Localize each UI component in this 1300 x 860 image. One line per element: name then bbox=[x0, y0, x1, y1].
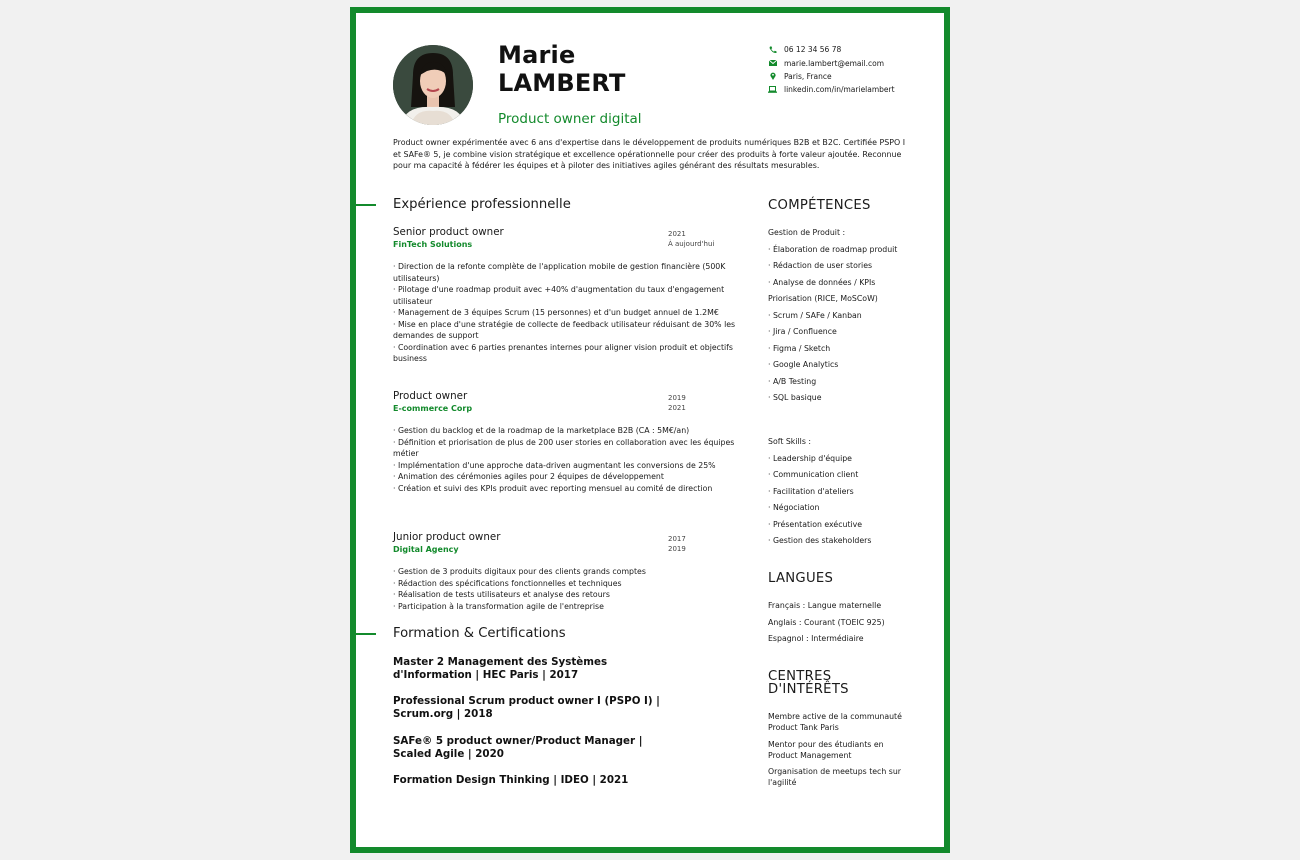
list-item: Membre active de la communauté Product Tank Paris bbox=[768, 712, 902, 732]
job-title-junior: Junior product owner bbox=[393, 531, 501, 543]
skills-product-label: Gestion de Produit : bbox=[768, 228, 846, 237]
list-item: · Présentation exécutive bbox=[768, 519, 863, 529]
list-item: · Coordination avec 6 parties prenantes internes pour aligner vision produit et objectifs business bbox=[393, 342, 733, 363]
section-marker bbox=[356, 204, 376, 206]
company-name: FinTech Solutions bbox=[393, 240, 473, 249]
list-item: · Google Analytics bbox=[768, 360, 839, 369]
list-item: · Scrum / SAFe / Kanban bbox=[768, 310, 862, 320]
list-item: · Communication client bbox=[768, 470, 859, 479]
list-item: · A/B Testing bbox=[768, 376, 817, 386]
list-item: Espagnol : Intermédiaire bbox=[768, 634, 864, 643]
last-name: LAMBERT bbox=[498, 69, 626, 97]
job-end: 2019 bbox=[668, 544, 686, 553]
contact-block bbox=[768, 43, 895, 97]
list-item: · Mise en place d'une stratégie de collecte de feedback utilisateur réduisant de 30% les demandes de support bbox=[393, 319, 736, 340]
company-name: Digital Agency bbox=[393, 545, 459, 554]
job-start: 2019 bbox=[668, 394, 686, 402]
education-item: Master 2 Management des Systèmes d'Information | HEC Paris | 2017 bbox=[393, 656, 608, 681]
phone-icon bbox=[768, 46, 777, 54]
contact-location bbox=[768, 70, 895, 83]
company-name: E-commerce Corp bbox=[393, 404, 473, 413]
interests-heading-line1: CENTRES bbox=[768, 669, 832, 684]
list-item: · Leadership d'équipe bbox=[768, 453, 852, 463]
list-item: · Rédaction de user stories bbox=[768, 261, 873, 270]
linkedin-text[interactable]: linkedin.com/in/marielambert bbox=[784, 85, 895, 95]
list-item: · Jira / Confluence bbox=[768, 327, 837, 336]
list-item: · Pilotage d'une roadmap produit avec +40% d'augmentation du taux d'engagement utilisateur bbox=[393, 285, 725, 306]
education-heading: Formation & Certifications bbox=[393, 626, 566, 641]
laptop-icon bbox=[768, 86, 777, 94]
job-start: 2017 bbox=[668, 535, 686, 543]
list-item: · Participation à la transformation agile de l'entreprise bbox=[393, 601, 604, 611]
list-item: Français : Langue maternelle bbox=[768, 601, 882, 610]
list-item: Mentor pour des étudiants en Product Management bbox=[768, 739, 884, 760]
email-text[interactable]: marie.lambert@email.com bbox=[784, 58, 885, 68]
location-text: Paris, France bbox=[784, 71, 832, 81]
list-item: · Négociation bbox=[768, 503, 820, 512]
job-bullets bbox=[393, 425, 748, 494]
contact-linkedin bbox=[768, 83, 895, 96]
languages-list bbox=[768, 600, 918, 650]
list-item: · SQL basique bbox=[768, 393, 822, 402]
skills-list bbox=[768, 227, 918, 409]
list-item: · Facilitation d'ateliers bbox=[768, 486, 854, 496]
resume-page bbox=[350, 7, 950, 853]
first-name: Marie bbox=[498, 41, 576, 69]
interests-heading bbox=[768, 670, 849, 696]
list-item: · Création et suivi des KPIs produit avec reporting mensuel au comité de direction bbox=[393, 483, 713, 493]
list-item: Priorisation (RICE, MoSCoW) bbox=[768, 294, 878, 303]
section-marker bbox=[356, 633, 376, 635]
education-item: Formation Design Thinking | IDEO | 2021 bbox=[393, 774, 629, 786]
languages-heading: LANGUES bbox=[768, 571, 834, 586]
education-item: SAFe® 5 product owner/Product Manager | Scaled Agile | 2020 bbox=[393, 735, 643, 760]
list-item: · Gestion de 3 produits digitaux pour des clients grands comptes bbox=[393, 567, 646, 576]
job-bullets bbox=[393, 261, 748, 365]
list-item: · Management de 3 équipes Scrum (15 personnes) et d'un budget annuel de 1.2M€ bbox=[393, 308, 719, 317]
list-item: · Animation des cérémonies agiles pour 2 équipes de développement bbox=[393, 472, 664, 481]
job-dates bbox=[668, 535, 686, 555]
interests-list bbox=[768, 711, 913, 794]
job-bullets bbox=[393, 566, 748, 612]
interests-heading-line2: D'INTÉRÊTS bbox=[768, 682, 849, 697]
phone-text[interactable]: 06 12 34 56 78 bbox=[784, 45, 842, 55]
job-title-po: Product owner bbox=[393, 390, 468, 402]
contact-phone bbox=[768, 43, 895, 56]
mail-icon bbox=[768, 59, 777, 67]
profile-summary: Product owner expérimentée avec 6 ans d'expertise dans le développement de produits numériques B2B et B2C. Certifiée PSPO I et SAFe® 5, je combine vision stratégique et excellence opérationnelle pour créer des produits à forte valeur ajoutée. Reconnue pour ma capacité à fédérer les équipes et à piloter des initiatives agiles générant des résultats mesurables. bbox=[393, 138, 906, 171]
list-item: · Figma / Sketch bbox=[768, 343, 831, 353]
list-item: · Élaboration de roadmap produit bbox=[768, 244, 898, 254]
skills-soft-label: Soft Skills : bbox=[768, 437, 811, 446]
job-end: 2021 bbox=[668, 403, 686, 412]
soft-skills-list bbox=[768, 436, 918, 552]
job-dates bbox=[668, 230, 714, 250]
experience-heading: Expérience professionnelle bbox=[393, 197, 571, 212]
candidate-name bbox=[498, 41, 626, 97]
list-item: · Gestion des stakeholders bbox=[768, 536, 872, 545]
list-item: · Définition et priorisation de plus de 200 user stories en collaboration avec les équipes métier bbox=[393, 437, 735, 458]
contact-email bbox=[768, 56, 895, 69]
job-title: Product owner digital bbox=[498, 111, 642, 127]
list-item: · Réalisation de tests utilisateurs et analyse des retours bbox=[393, 590, 610, 599]
list-item: · Analyse de données / KPIs bbox=[768, 277, 876, 287]
job-start: 2021 bbox=[668, 230, 686, 238]
education-item: Professional Scrum product owner I (PSPO I) | Scrum.org | 2018 bbox=[393, 695, 660, 720]
job-dates bbox=[668, 394, 686, 414]
skills-heading: COMPÉTENCES bbox=[768, 198, 871, 213]
list-item: · Rédaction des spécifications fonctionnelles et techniques bbox=[393, 578, 622, 588]
profile-photo bbox=[393, 45, 473, 125]
list-item: · Direction de la refonte complète de l'application mobile de gestion financière (500K utilisateurs) bbox=[393, 262, 726, 283]
list-item: Anglais : Courant (TOEIC 925) bbox=[768, 617, 885, 627]
list-item: Organisation de meetups tech sur l'agilité bbox=[768, 767, 901, 787]
list-item: · Implémentation d'une approche data-driven augmentant les conversions de 25% bbox=[393, 460, 716, 470]
job-title-senior: Senior product owner bbox=[393, 226, 504, 238]
job-end: À aujourd'hui bbox=[668, 239, 715, 248]
list-item: · Gestion du backlog et de la roadmap de la marketplace B2B (CA : 5M€/an) bbox=[393, 426, 690, 435]
location-pin-icon bbox=[768, 72, 777, 80]
